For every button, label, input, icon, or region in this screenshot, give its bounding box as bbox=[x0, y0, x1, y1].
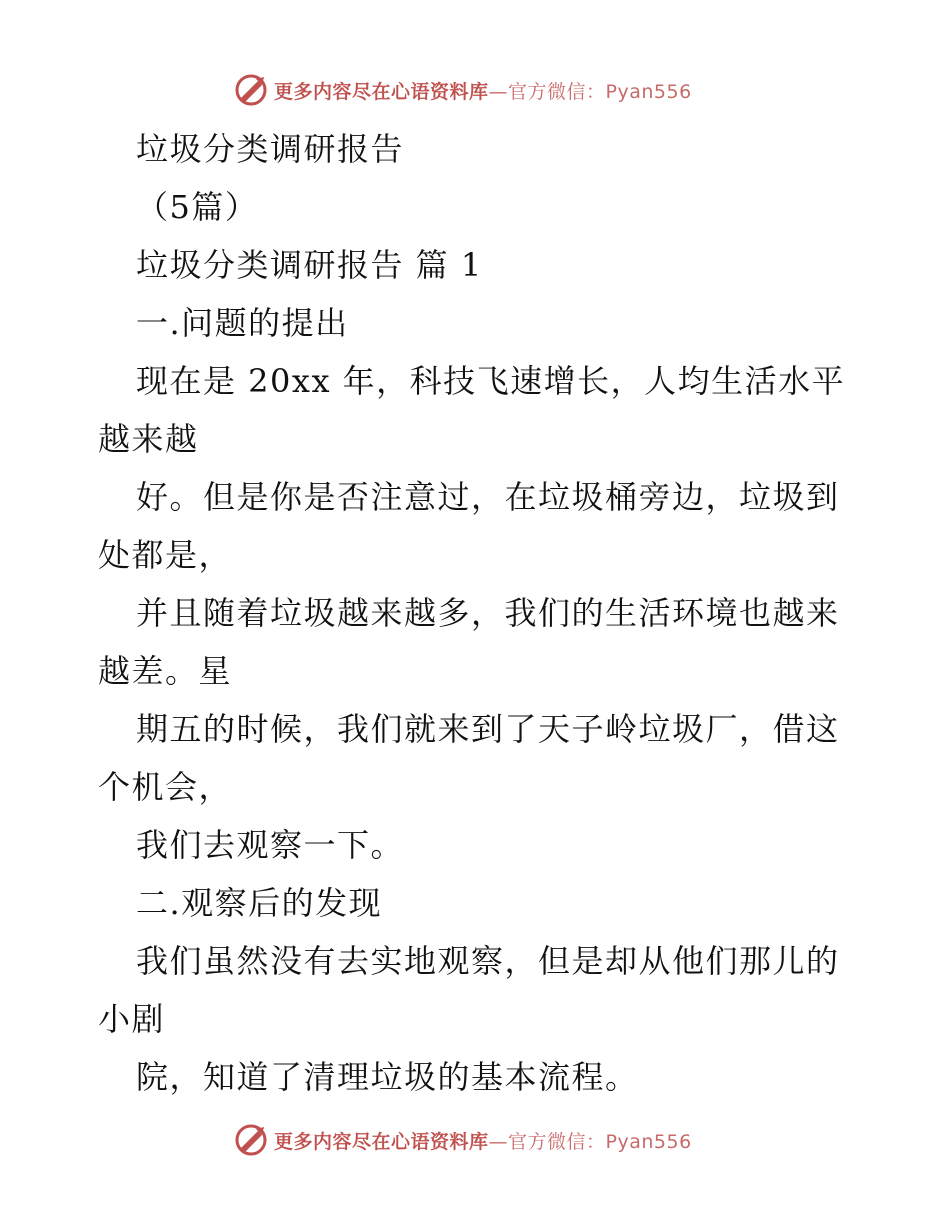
document-line: 二.观察后的发现 bbox=[136, 884, 383, 922]
document-line: 我们虽然没有去实地观察，但是却从他们那儿的 bbox=[136, 942, 840, 980]
document-body bbox=[98, 120, 858, 1106]
footer-watermark bbox=[234, 1120, 734, 1160]
watermark-brand: 更多内容尽在心语资料库 bbox=[274, 1130, 489, 1153]
watermark-dash: — bbox=[488, 80, 509, 103]
quill-logo-icon bbox=[234, 73, 268, 107]
document-line: 越差。星 bbox=[98, 652, 233, 690]
watermark-text bbox=[274, 77, 692, 104]
document-line: 我们去观察一下。 bbox=[136, 826, 405, 864]
header-watermark bbox=[234, 70, 734, 110]
document-line: 现在是 20xx 年，科技飞速增长，人均生活水平 bbox=[136, 362, 846, 400]
document-line: （5篇） bbox=[136, 188, 259, 226]
document-line: 好。但是你是否注意过，在垃圾桶旁边，垃圾到 bbox=[136, 478, 840, 516]
document-line: 个机会， bbox=[98, 768, 233, 806]
document-line: 期五的时候，我们就来到了天子岭垃圾厂，借这 bbox=[136, 710, 840, 748]
quill-logo-icon bbox=[234, 1123, 268, 1157]
watermark-text bbox=[274, 1127, 692, 1154]
watermark-dash: — bbox=[488, 1130, 509, 1153]
document-line: 院，知道了清理垃圾的基本流程。 bbox=[136, 1058, 639, 1096]
watermark-wechat: 官方微信：Pyan556 bbox=[508, 80, 692, 103]
document-line: 越来越 bbox=[98, 420, 199, 458]
watermark-wechat: 官方微信：Pyan556 bbox=[508, 1130, 692, 1153]
document-line: 并且随着垃圾越来越多，我们的生活环境也越来 bbox=[136, 594, 840, 632]
document-line: 垃圾分类调研报告 bbox=[136, 130, 405, 168]
document-line: 处都是， bbox=[98, 536, 233, 574]
document-line: 一.问题的提出 bbox=[136, 304, 349, 342]
watermark-brand: 更多内容尽在心语资料库 bbox=[274, 80, 489, 103]
document-line: 垃圾分类调研报告 篇 1 bbox=[136, 246, 483, 284]
document-line: 小剧 bbox=[98, 1000, 166, 1038]
